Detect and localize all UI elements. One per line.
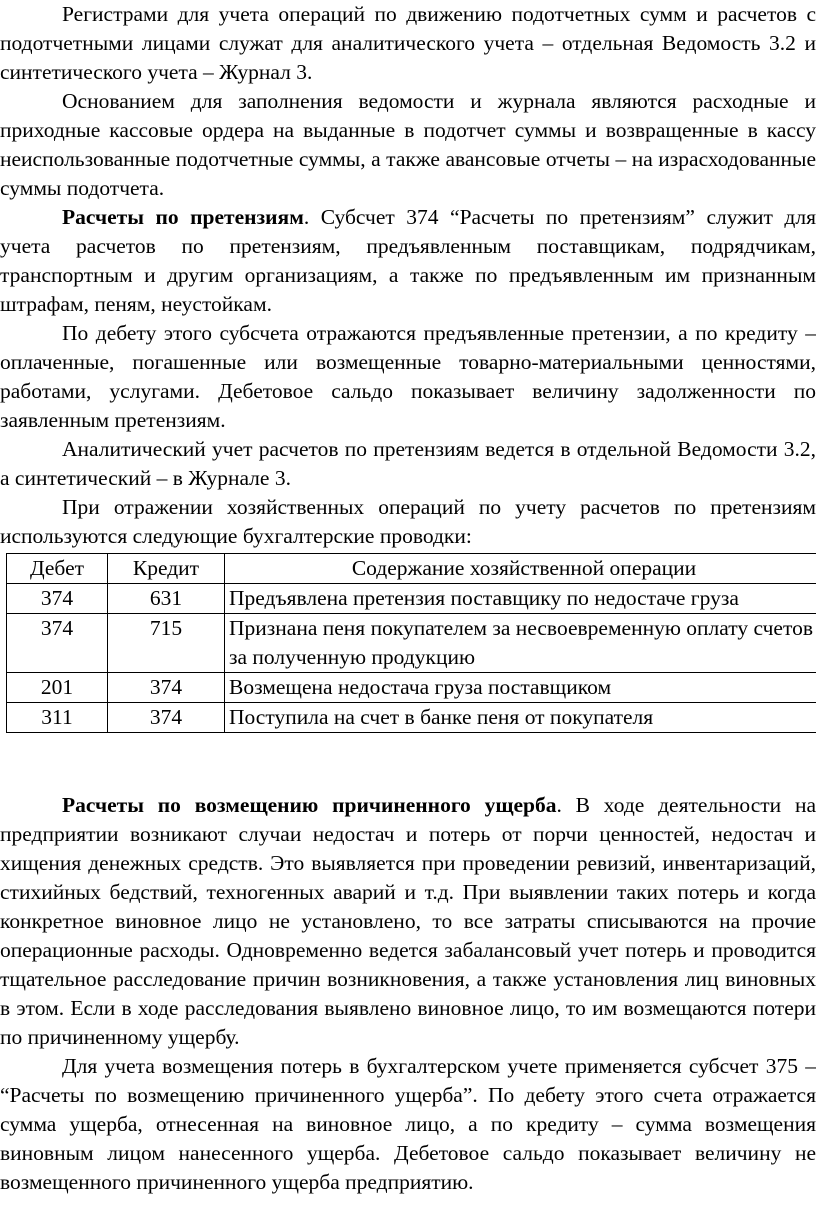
claims-heading: Расчеты по претензиям [62, 205, 304, 229]
section-gap [0, 733, 816, 791]
cell-credit: 374 [108, 703, 225, 733]
paragraph-damage [0, 791, 816, 1052]
claims-text: . Субсчет 374 “Расчеты по претензиям” служит для учета расчетов по претензиям, предъявленным поставщикам, подрядчикам, транспортным и другим организациям, а также по предъявленным им признанным штрафам, пеням, неустойкам. [0, 205, 816, 316]
damage-heading: Расчеты по возмещению причиненного ущерба [62, 793, 557, 817]
header-credit: Кредит [108, 554, 225, 584]
table-row [7, 673, 816, 703]
table-row [7, 614, 816, 673]
table-row [7, 703, 816, 733]
cell-description: Возмещена недостача груза поставщиком [225, 673, 816, 703]
cell-description: Предъявлена претензия поставщику по недостаче груза [225, 584, 816, 614]
header-description: Содержание хозяйственной операции [225, 554, 816, 584]
cell-credit: 374 [108, 673, 225, 703]
cell-debit: 201 [7, 673, 108, 703]
paragraph-registers: Регистрами для учета операций по движению подотчетных сумм и расчетов с подотчетными лицами служат для аналитического учета – отдельная Ведомость 3.2 и синтетического учета – Журнал 3. [0, 2, 816, 84]
damage-text: . В ходе деятельности на предприятии возникают случаи недостач и потерь от порчи ценностей, недостач и хищения денежных средств. Это выявляется при проведении ревизий, инвентаризаций, стихийных бедствий, техногенных аварий и т.д. При выявлении таких потерь и когда конкретное виновное лицо не установлено, то все затраты списываются на прочие операционные расходы. Одновременно ведется забалансовый учет потерь и проводится тщательное расследование причин возникновения, а также установления лиц виновных в этом. Если в ходе расследования выявлено виновное лицо, то им возмещаются потери по причиненному ущербу. [0, 793, 816, 1049]
paragraph-debit-credit: По дебету этого субсчета отражаются предъявленные претензии, а по кредиту – оплаченные, погашенные или возмещенные товарно-материальными ценностями, работами, услугами. Дебетовое сальдо показывает величину задолженности по заявленным претензиям. [0, 321, 816, 432]
paragraph-entries-intro: При отражении хозяйственных операций по учету расчетов по претензиям используются следующие бухгалтерские проводки: [0, 495, 816, 548]
table-header-row [7, 554, 816, 584]
paragraph-claims [0, 203, 816, 319]
cell-debit: 311 [7, 703, 108, 733]
entries-table [6, 553, 816, 733]
cell-credit: 631 [108, 584, 225, 614]
cell-description: Признана пеня покупателем за несвоевременную оплату счетов за полученную продукцию [225, 614, 816, 673]
header-debit: Дебет [7, 554, 108, 584]
cell-debit: 374 [7, 584, 108, 614]
cell-debit: 374 [7, 614, 108, 673]
paragraph-subaccount-375: Для учета возмещения потерь в бухгалтерском учете применяется субсчет 375 – “Расчеты по возмещению причиненного ущерба”. По дебету этого счета отражается сумма ущерба, отнесенная на виновное лицо, а по кредиту – сумма возмещения виновным лицом нанесенного ущерба. Дебетовое сальдо показывает величину не возмещенного причиненного ущерба предприятию. [0, 1054, 816, 1194]
table-row [7, 584, 816, 614]
cell-description: Поступила на счет в банке пеня от покупателя [225, 703, 816, 733]
paragraph-analytic: Аналитический учет расчетов по претензиям ведется в отдельной Ведомости 3.2, а синтетический – в Журнале 3. [0, 437, 816, 490]
cell-credit: 715 [108, 614, 225, 673]
paragraph-basis: Основанием для заполнения ведомости и журнала являются расходные и приходные кассовые ордера на выданные в подотчет суммы и возвращенные в кассу неиспользованные подотчетные суммы, а также авансовые отчеты – на израсходованные суммы подотчета. [0, 89, 816, 200]
